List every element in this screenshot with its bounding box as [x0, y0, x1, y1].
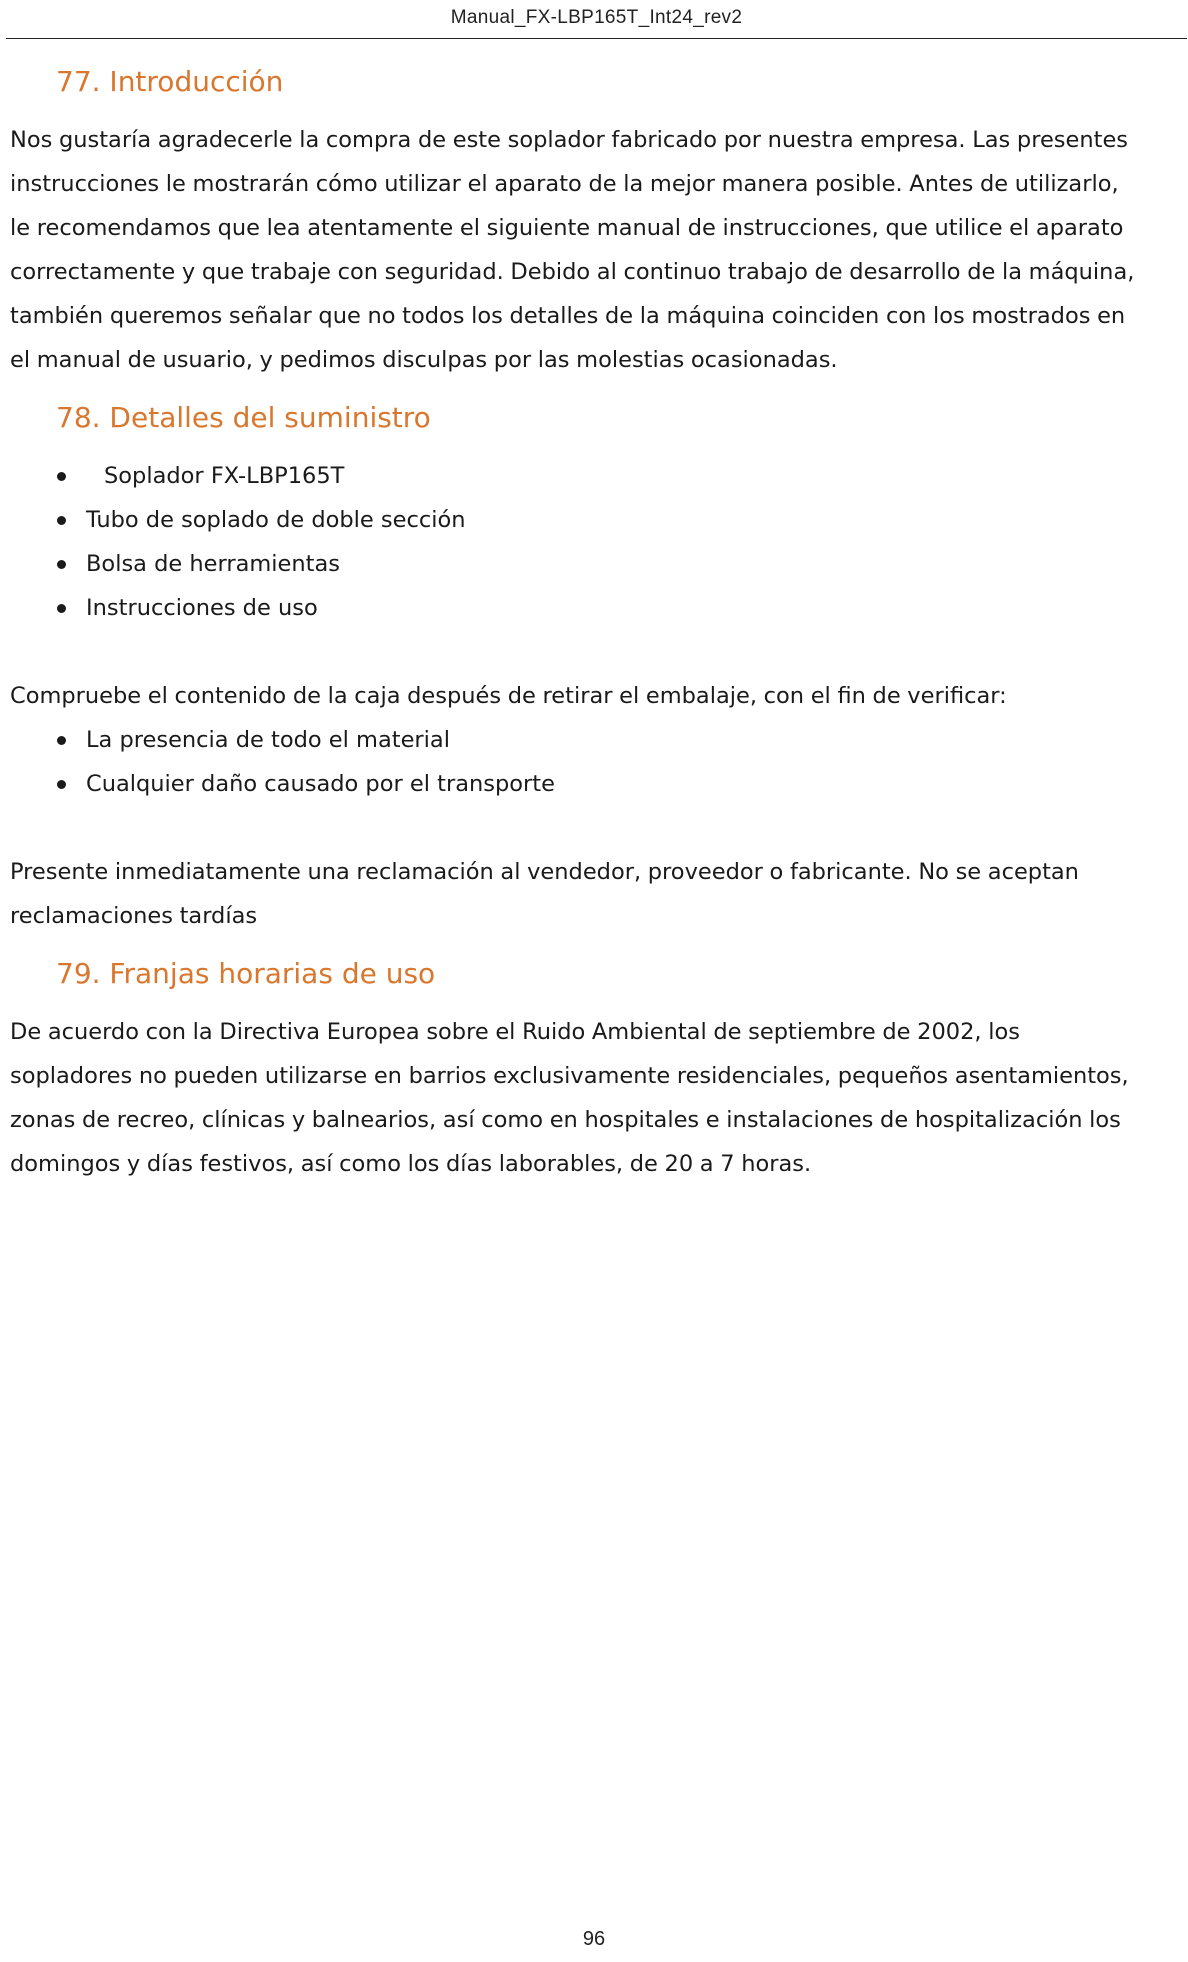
intro-line: le recomendamos que lea atentamente el siguiente manual de instrucciones, que utilice el aparato	[10, 215, 1124, 241]
bullet-icon	[57, 736, 66, 745]
list-item	[10, 498, 1180, 542]
intro-paragraph	[10, 118, 1180, 382]
intro-line: también queremos señalar que no todos los detalles de la máquina coinciden con los mostrados en	[10, 303, 1126, 329]
intro-line: correctamente y que trabaje con seguridad. Debido al continuo trabajo de desarrollo de la máquina,	[10, 259, 1135, 285]
supply-list	[10, 454, 1180, 630]
list-item-label: Cualquier daño causado por el transporte	[86, 771, 555, 797]
list-item-label: Bolsa de herramientas	[86, 551, 340, 577]
bullet-icon	[57, 560, 66, 569]
claim-paragraph	[10, 850, 1180, 938]
page-header	[6, 0, 1187, 39]
hours-line: domingos y días festivos, así como los días laborables, de 20 a 7 horas.	[10, 1151, 812, 1177]
bullet-icon	[57, 604, 66, 613]
section-heading-suministro: 78. Detalles del suministro	[56, 401, 431, 434]
page-number: 96	[582, 1928, 606, 1950]
bullet-icon	[57, 472, 66, 481]
intro-line: el manual de usuario, y pedimos disculpas por las molestias ocasionadas.	[10, 347, 838, 373]
intro-line: instrucciones le mostrarán cómo utilizar el aparato de la mejor manera posible. Antes de utilizarlo,	[10, 171, 1119, 197]
list-item-label: Instrucciones de uso	[86, 595, 318, 621]
hours-paragraph	[10, 1010, 1180, 1186]
document-title: Manual_FX-LBP165T_Int24_rev2	[450, 7, 743, 28]
list-item	[10, 454, 1180, 498]
list-item-label: Soplador FX-LBP165T	[104, 463, 345, 489]
list-item	[10, 762, 1180, 806]
hours-line: sopladores no pueden utilizarse en barrios exclusivamente residenciales, pequeños asentamientos,	[10, 1063, 1129, 1089]
claim-line: reclamaciones tardías	[10, 903, 258, 929]
claim-line: Presente inmediatamente una reclamación al vendedor, proveedor o fabricante. No se aceptan	[10, 859, 1079, 885]
intro-line: Nos gustaría agradecerle la compra de este soplador fabricado por nuestra empresa. Las presentes	[10, 127, 1129, 153]
hours-line: De acuerdo con la Directiva Europea sobre el Ruido Ambiental de septiembre de 2002, los	[10, 1019, 1020, 1045]
page-content	[10, 60, 1180, 1186]
section-heading-introduccion: 77. Introducción	[56, 65, 284, 98]
check-paragraph: Compruebe el contenido de la caja después de retirar el embalaje, con el fin de verificar:	[10, 683, 1007, 709]
list-item-label: Tubo de soplado de doble sección	[86, 507, 466, 533]
hours-line: zonas de recreo, clínicas y balnearios, así como en hospitales e instalaciones de hospitalización los	[10, 1107, 1121, 1133]
section-heading-franjas: 79. Franjas horarias de uso	[56, 957, 436, 990]
bullet-icon	[57, 516, 66, 525]
list-item	[10, 586, 1180, 630]
list-item-label: La presencia de todo el material	[86, 727, 450, 753]
list-item	[10, 542, 1180, 586]
check-list	[10, 718, 1180, 806]
bullet-icon	[57, 780, 66, 789]
list-item	[10, 718, 1180, 762]
